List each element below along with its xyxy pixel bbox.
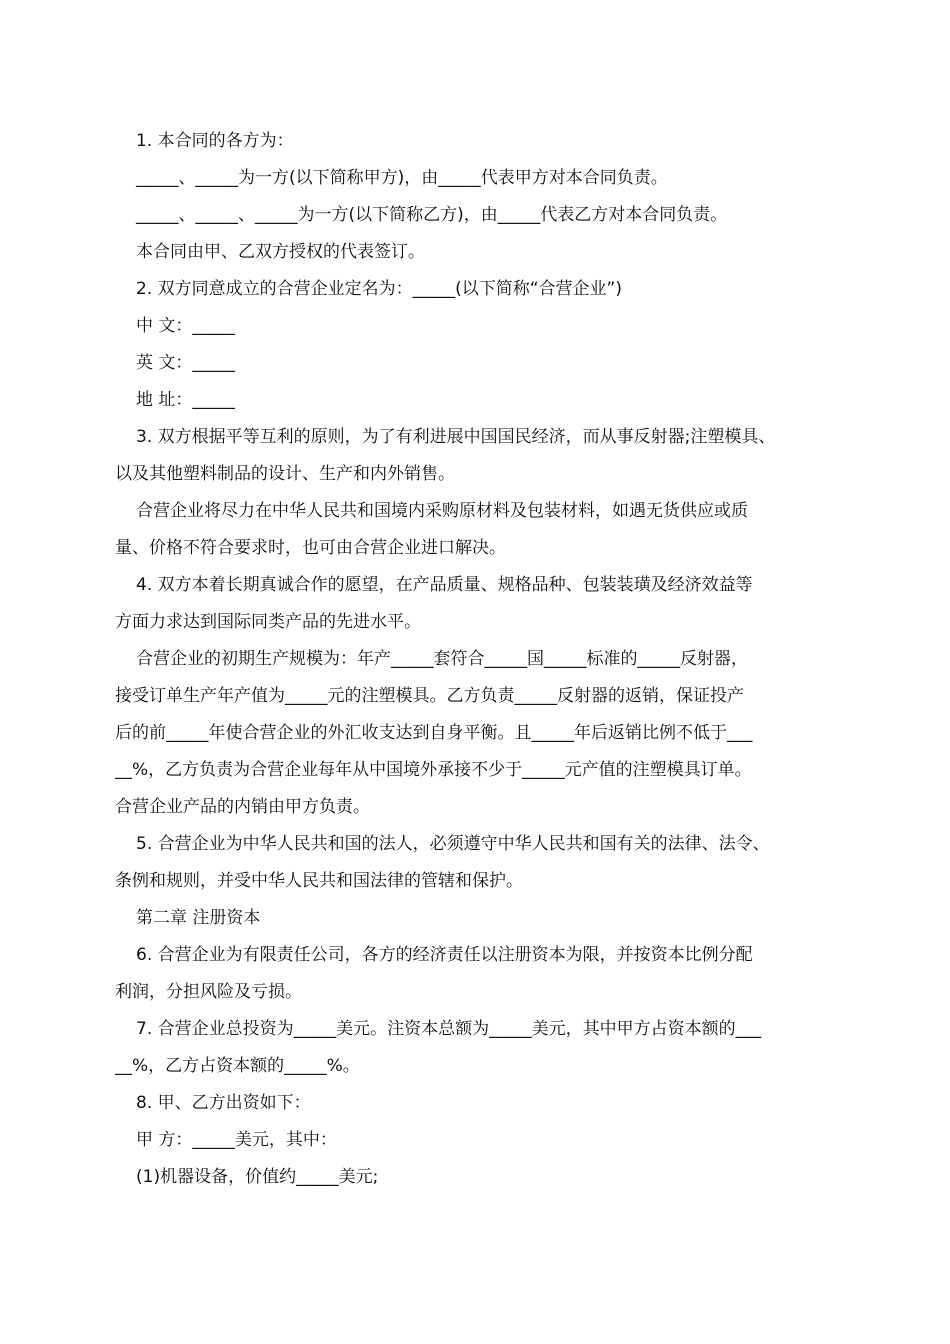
clause-5-line-1: 5. 合营企业为中华人民共和国的法人，必须遵守中华人民共和国有关的法律、法令、 [136, 834, 770, 854]
machinery-contribution: (1)机器设备，价值约_____美元; [136, 1167, 379, 1187]
production-scale-line-5: 合营企业产品的内销由甲方负责。 [115, 797, 370, 817]
clause-8-heading: 8. 甲、乙方出资如下： [136, 1093, 311, 1113]
party-b-line: _____、_____、_____为一方(以下简称乙方)，由_____代表乙方对本合同负责。 [136, 205, 728, 225]
clause-4-line-1: 4. 双方本着长期真诚合作的愿望，在产品质量、规格品种、包装装璜及经济效益等 [136, 575, 753, 595]
english-name-field: 英 文：_____ [136, 353, 235, 373]
party-a-contribution: 甲 方：_____美元，其中： [136, 1130, 337, 1150]
clause-4-line-2: 方面力求达到国际同类产品的先进水平。 [115, 612, 421, 632]
production-scale-line-2: 接受订单生产年产值为_____元的注塑模具。乙方负责_____反射器的返销，保证投产 [115, 686, 744, 706]
clause-6-line-1: 6. 合营企业为有限责任公司，各方的经济责任以注册资本为限，并按资本比例分配 [136, 945, 753, 965]
document-body [115, 123, 840, 1196]
clause-7-line-2: __%，乙方占资本额的_____%。 [115, 1056, 360, 1076]
procurement-line-1: 合营企业将尽力在中华人民共和国境内采购原材料及包装材料，如遇无货供应或质 [136, 501, 748, 521]
procurement-line-2: 量、价格不符合要求时，也可由合营企业进口解决。 [115, 538, 506, 558]
clause-1-heading: 1. 本合同的各方为： [136, 131, 294, 151]
clause-7-line-1: 7. 合营企业总投资为_____美元。注资本总额为_____美元，其中甲方占资本额的___ [136, 1019, 762, 1039]
address-field: 地 址：_____ [136, 390, 235, 410]
clause-6-line-2: 利润，分担风险及亏损。 [115, 982, 302, 1002]
clause-2: 2. 双方同意成立的合营企业定名为：_____(以下简称“合营企业”) [136, 279, 623, 299]
production-scale-line-3: 后的前_____年使合营企业的外汇收支达到自身平衡。且_____年后返销比例不低于___ [115, 723, 753, 743]
signing-line: 本合同由甲、乙双方授权的代表签订。 [136, 242, 425, 262]
chinese-name-field: 中 文：_____ [136, 316, 235, 336]
clause-5-line-2: 条例和规则，并受中华人民共和国法律的管辖和保护。 [115, 871, 523, 891]
production-scale-line-1: 合营企业的初期生产规模为：年产_____套符合_____国_____标准的_____反射器， [136, 649, 748, 669]
clause-3-line-2: 以及其他塑料制品的设计、生产和内外销售。 [115, 464, 455, 484]
clause-3-line-1: 3. 双方根据平等互利的原则，为了有利进展中国国民经济，而从事反射器;注塑模具、 [136, 427, 776, 447]
production-scale-line-4: __%，乙方负责为合营企业每年从中国境外承接不少于_____元产值的注塑模具订单。 [115, 760, 752, 780]
party-a-line: _____、_____为一方(以下简称甲方)，由_____代表甲方对本合同负责。 [136, 168, 668, 188]
chapter-2-heading: 第二章 注册资本 [136, 908, 261, 928]
